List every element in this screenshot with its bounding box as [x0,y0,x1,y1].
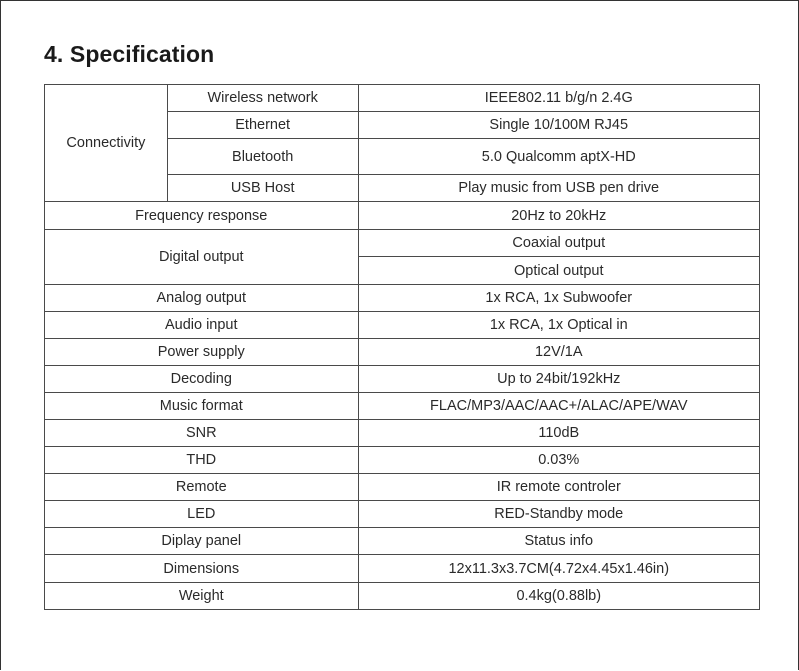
table-row [45,312,760,339]
spec-value: Up to 24bit/192kHz [358,366,759,393]
spec-subname: Bluetooth [167,139,358,175]
spec-value: Optical output [358,257,759,285]
table-row [45,420,760,447]
spec-label: Weight [45,583,359,610]
spec-value: 12V/1A [358,339,759,366]
spec-subname: Ethernet [167,112,358,139]
spec-subname: Wireless network [167,85,358,112]
connectivity-label: Connectivity [45,85,168,202]
specification-table [44,84,760,610]
table-row [45,230,760,257]
table-row [45,583,760,610]
spec-value: 0.03% [358,447,759,474]
table-row [45,447,760,474]
table-row [45,528,760,555]
spec-label: Dimensions [45,555,359,583]
spec-label: Digital output [45,230,359,285]
spec-value: IR remote controler [358,474,759,501]
table-row [45,85,760,112]
spec-value: IEEE802.11 b/g/n 2.4G [358,85,759,112]
spec-value: 0.4kg(0.88lb) [358,583,759,610]
spec-label: Remote [45,474,359,501]
spec-label: Audio input [45,312,359,339]
spec-value: 110dB [358,420,759,447]
spec-label: Music format [45,393,359,420]
table-row [45,555,760,583]
spec-value: RED-Standby mode [358,501,759,528]
section-title: 4. Specification [44,41,215,67]
spec-value: Coaxial output [358,230,759,257]
spec-label: SNR [45,420,359,447]
spec-value: 1x RCA, 1x Subwoofer [358,285,759,312]
spec-label: Frequency response [45,202,359,230]
spec-label: THD [45,447,359,474]
table-row [45,474,760,501]
spec-label: LED [45,501,359,528]
spec-label: Power supply [45,339,359,366]
table-row [45,339,760,366]
spec-value: Play music from USB pen drive [358,175,759,202]
spec-value: Single 10/100M RJ45 [358,112,759,139]
spec-value: 5.0 Qualcomm aptX-HD [358,139,759,175]
table-row [45,285,760,312]
spec-subname: USB Host [167,175,358,202]
spec-value: FLAC/MP3/AAC/AAC+/ALAC/APE/WAV [358,393,759,420]
spec-label: Diplay panel [45,528,359,555]
spec-value: 20Hz to 20kHz [358,202,759,230]
spec-value: Status info [358,528,759,555]
spec-label: Decoding [45,366,359,393]
table-row [45,501,760,528]
spec-value: 1x RCA, 1x Optical in [358,312,759,339]
table-row [45,202,760,230]
table-row [45,366,760,393]
spec-label: Analog output [45,285,359,312]
spec-value: 12x11.3x3.7CM(4.72x4.45x1.46in) [358,555,759,583]
table-row [45,393,760,420]
